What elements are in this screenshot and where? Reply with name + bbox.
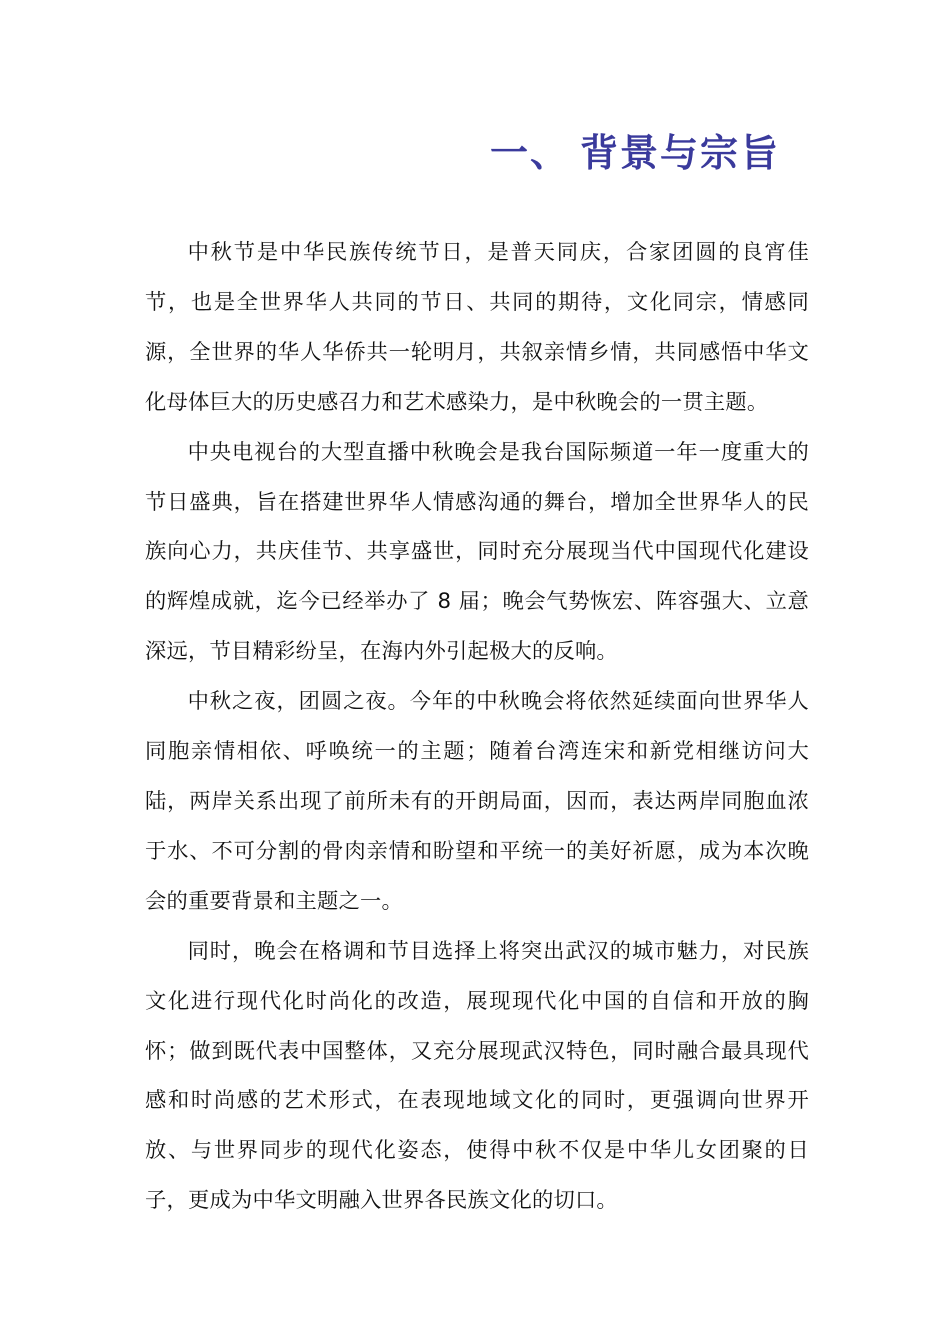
paragraph: 中秋之夜，团圆之夜。今年的中秋晚会将依然延续面向世界华人同胞亲情相依、呼唤统一的主题；随着台湾连宋和新党相继访问大陆，两岸关系出现了前所未有的开朗局面，因而，表达两岸同胞血浓于水、不可分割的骨肉亲情和盼望和平统一的美好祈愿，成为本次晚会的重要背景和主题之一。 xyxy=(145,689,809,914)
section-title-text: 背景与宗旨 xyxy=(580,131,781,175)
body-text xyxy=(145,228,809,1226)
paragraph: 中央电视台的大型直播中秋晚会是我台国际频道一年一度重大的节日盛典，旨在搭建世界华人情感沟通的舞台，增加全世界华人的民族向心力，共庆佳节、共享盛世，同时充分展现当代中国现代化建设的辉煌成就，迄今已经举办了 8 届；晚会气势恢宏、阵容强大、立意深远，节目精彩纷呈，在海内外引起极大的反响。 xyxy=(145,439,809,665)
paragraph: 中秋节是中华民族传统节日，是普天同庆，合家团圆的良宵佳节，也是全世界华人共同的节日、共同的期待，文化同宗，情感同源，全世界的华人华侨共一轮明月，共叙亲情乡情，共同感悟中华文化母体巨大的历史感召力和艺术感染力，是中秋晚会的一贯主题。 xyxy=(145,240,809,415)
paragraph: 同时，晚会在格调和节目选择上将突出武汉的城市魅力，对民族文化进行现代化时尚化的改造，展现现代化中国的自信和开放的胸怀；做到既代表中国整体，又充分展现武汉特色，同时融合最具现代感和时尚感的艺术形式，在表现地域文化的同时，更强调向世界开放、与世界同步的现代化姿态，使得中秋不仅是中华儿女团聚的日子，更成为中华文明融入世界各民族文化的切口。 xyxy=(145,938,809,1214)
section-number: 一、 xyxy=(490,131,571,175)
section-heading xyxy=(490,128,780,178)
